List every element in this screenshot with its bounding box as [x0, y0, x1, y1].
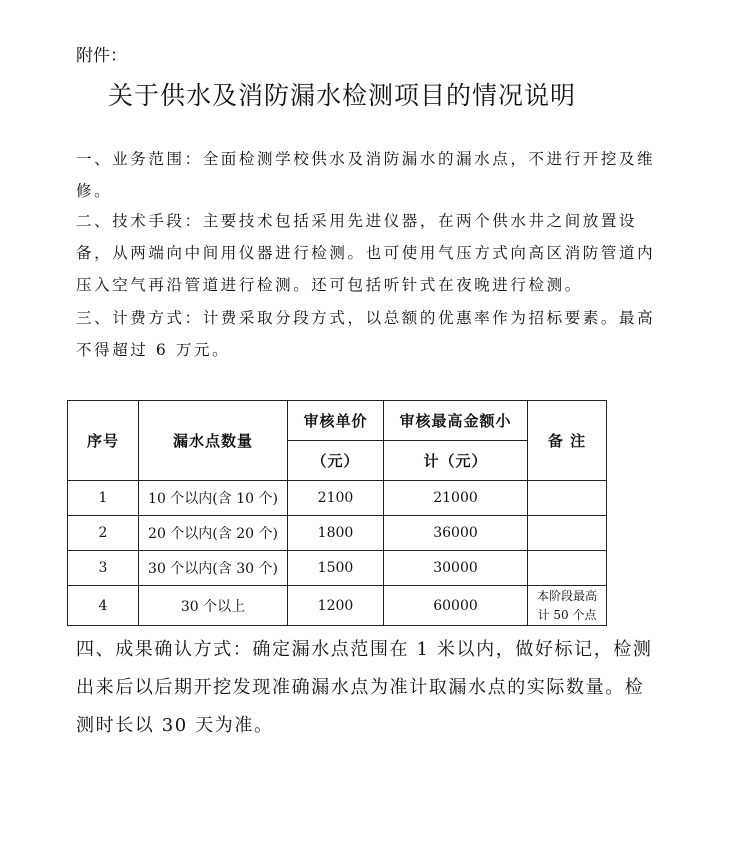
header-unit-price-unit: （元） [288, 441, 384, 481]
header-seq: 序号 [68, 401, 139, 481]
header-max-amount: 审核最高金额小 [384, 401, 528, 441]
cell-count: 30 个以上 [139, 586, 288, 626]
paragraph-technique: 二、技术手段：主要技术包括采用先进仪器，在两个供水井之间放置设备，从两端向中间用仪器进行检测。也可使用气压方式向高区消防管道内压入空气再沿管道进行检测。还可包括听针式在夜晚进行检测。 [76, 212, 656, 294]
table-row [68, 516, 607, 551]
header-max-amount-unit: 计（元） [384, 441, 528, 481]
header-count: 漏水点数量 [139, 401, 288, 481]
cell-price: 1200 [288, 586, 384, 626]
attachment-label: 附件： [76, 46, 127, 66]
cell-count: 20 个以内(含 20 个) [139, 516, 288, 551]
cell-count: 30 个以内(含 30 个) [139, 551, 288, 586]
table-row [68, 481, 607, 516]
cell-amount: 36000 [384, 516, 528, 551]
cell-seq: 1 [68, 481, 139, 516]
remark-line-1: 本阶段最高 [536, 588, 597, 603]
cell-amount: 60000 [384, 586, 528, 626]
fee-table [67, 400, 607, 626]
cell-seq: 4 [68, 586, 139, 626]
header-unit-price: 审核单价 [288, 401, 384, 441]
cell-price: 1500 [288, 551, 384, 586]
cell-remark [528, 551, 607, 586]
cell-remark [528, 481, 607, 516]
cell-count: 10 个以内(含 10 个) [139, 481, 288, 516]
cell-price: 1800 [288, 516, 384, 551]
table-row [68, 551, 607, 586]
cell-amount: 21000 [384, 481, 528, 516]
table-row [68, 586, 607, 626]
paragraph-scope: 一、业务范围：全面检测学校供水及消防漏水的漏水点，不进行开挖及维修。 [76, 150, 656, 200]
paragraph-billing: 三、计费方式：计费采取分段方式，以总额的优惠率作为招标要素。最高不得超过 6 万元。 [76, 309, 656, 359]
remark-line-2: 计 50 个点 [537, 607, 597, 622]
cell-seq: 2 [68, 516, 139, 551]
document-title: 关于供水及消防漏水检测项目的情况说明 [108, 81, 577, 110]
cell-remark [528, 516, 607, 551]
header-remark: 备 注 [528, 401, 607, 481]
paragraph-confirmation: 四、成果确认方式：确定漏水点范围在 1 米以内，做好标记，检测出来后以后期开挖发现准确漏水点为准计取漏水点的实际数量。检测时长以 30 天为准。 [76, 639, 653, 736]
cell-seq: 3 [68, 551, 139, 586]
cell-amount: 30000 [384, 551, 528, 586]
cell-price: 2100 [288, 481, 384, 516]
cell-remark [528, 586, 607, 626]
